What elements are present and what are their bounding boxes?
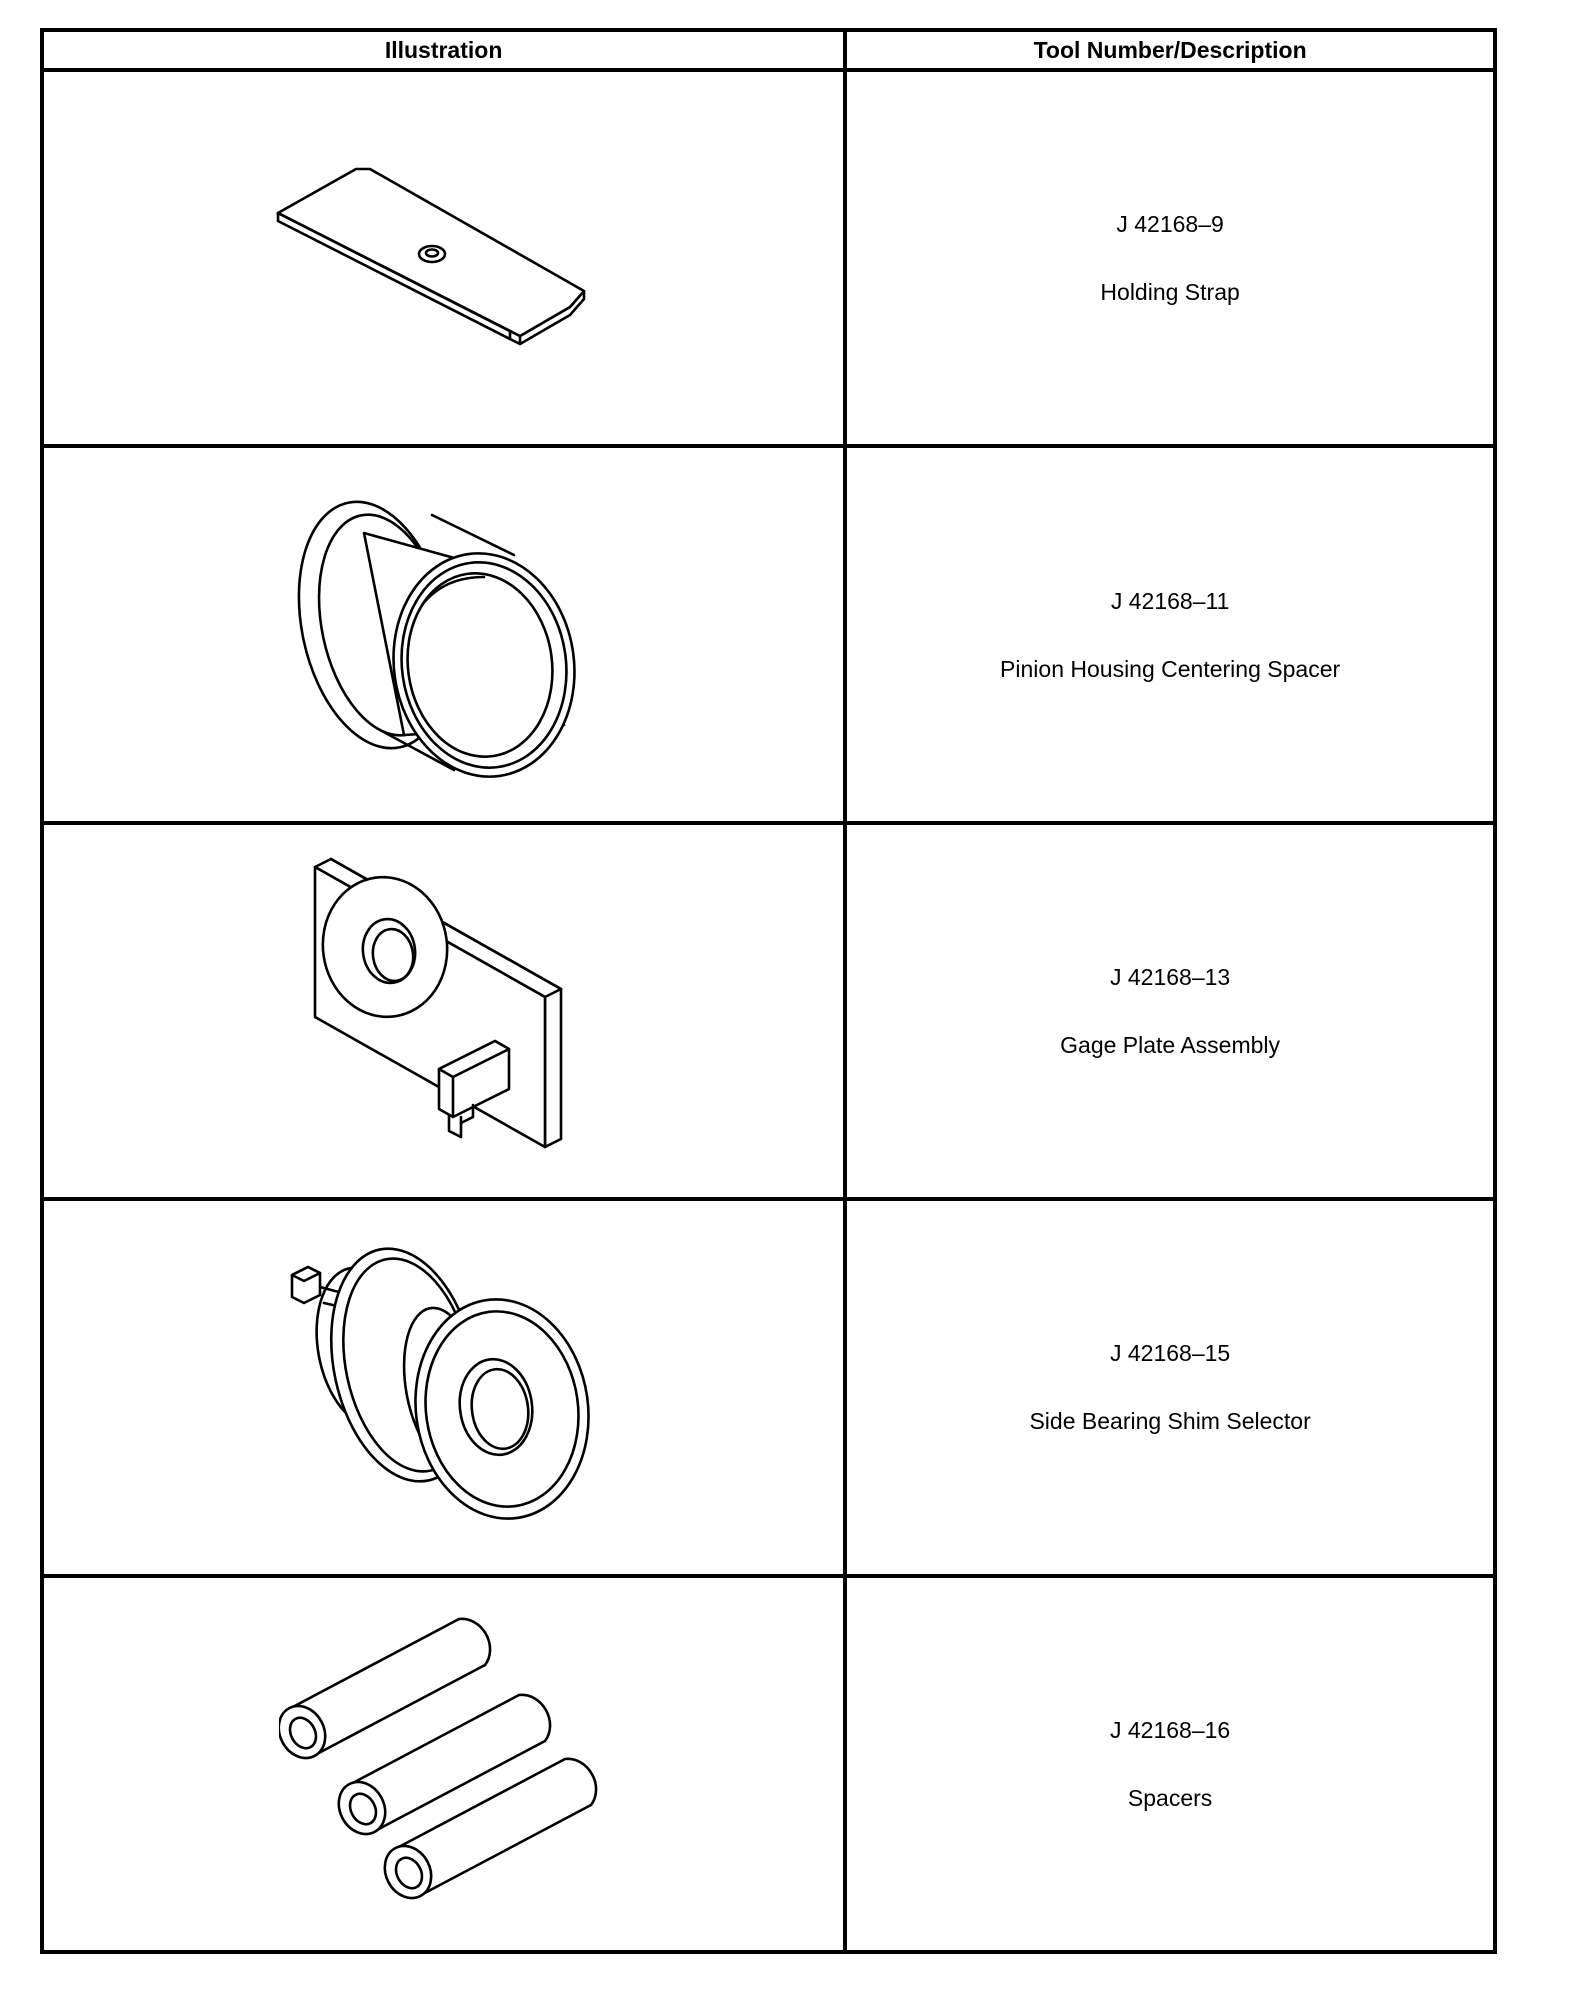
illustration-cell bbox=[42, 1576, 845, 1952]
description-cell bbox=[845, 1199, 1495, 1575]
tool-row bbox=[42, 823, 1495, 1199]
shim-selector-drawing bbox=[284, 1237, 604, 1537]
illustration-cell bbox=[42, 823, 845, 1199]
holding-strap-drawing bbox=[274, 158, 614, 358]
tool-row bbox=[42, 1199, 1495, 1575]
tool-number: J 42168–15 bbox=[1109, 1340, 1231, 1367]
tool-row bbox=[42, 446, 1495, 822]
tool-description: Holding Strap bbox=[1100, 279, 1240, 306]
special-tools-table bbox=[40, 28, 1497, 1954]
tool-description: Side Bearing Shim Selector bbox=[1029, 1408, 1311, 1435]
tool-description: Spacers bbox=[1127, 1784, 1213, 1811]
illustration-cell bbox=[42, 70, 845, 446]
tool-row bbox=[42, 70, 1495, 446]
header-row bbox=[42, 30, 1495, 70]
centering-spacer-drawing bbox=[294, 485, 594, 785]
illustration-cell bbox=[42, 446, 845, 822]
tool-number: J 42168–9 bbox=[1116, 211, 1224, 238]
description-cell bbox=[845, 70, 1495, 446]
illustration-column-header: Illustration bbox=[42, 30, 845, 70]
tool-row bbox=[42, 1576, 1495, 1952]
description-cell bbox=[845, 1576, 1495, 1952]
tool-number: J 42168–13 bbox=[1109, 963, 1231, 990]
description-cell bbox=[845, 446, 1495, 822]
gage-plate-drawing bbox=[309, 851, 579, 1171]
tool-description: Gage Plate Assembly bbox=[1060, 1031, 1281, 1058]
tool-column-header: Tool Number/Description bbox=[845, 30, 1495, 70]
tool-number: J 42168–16 bbox=[1109, 1716, 1231, 1743]
tool-number: J 42168–11 bbox=[1110, 587, 1230, 614]
tool-description: Pinion Housing Centering Spacer bbox=[1000, 655, 1341, 682]
spacers-drawing bbox=[279, 1609, 609, 1919]
description-cell bbox=[845, 823, 1495, 1199]
illustration-cell bbox=[42, 1199, 845, 1575]
